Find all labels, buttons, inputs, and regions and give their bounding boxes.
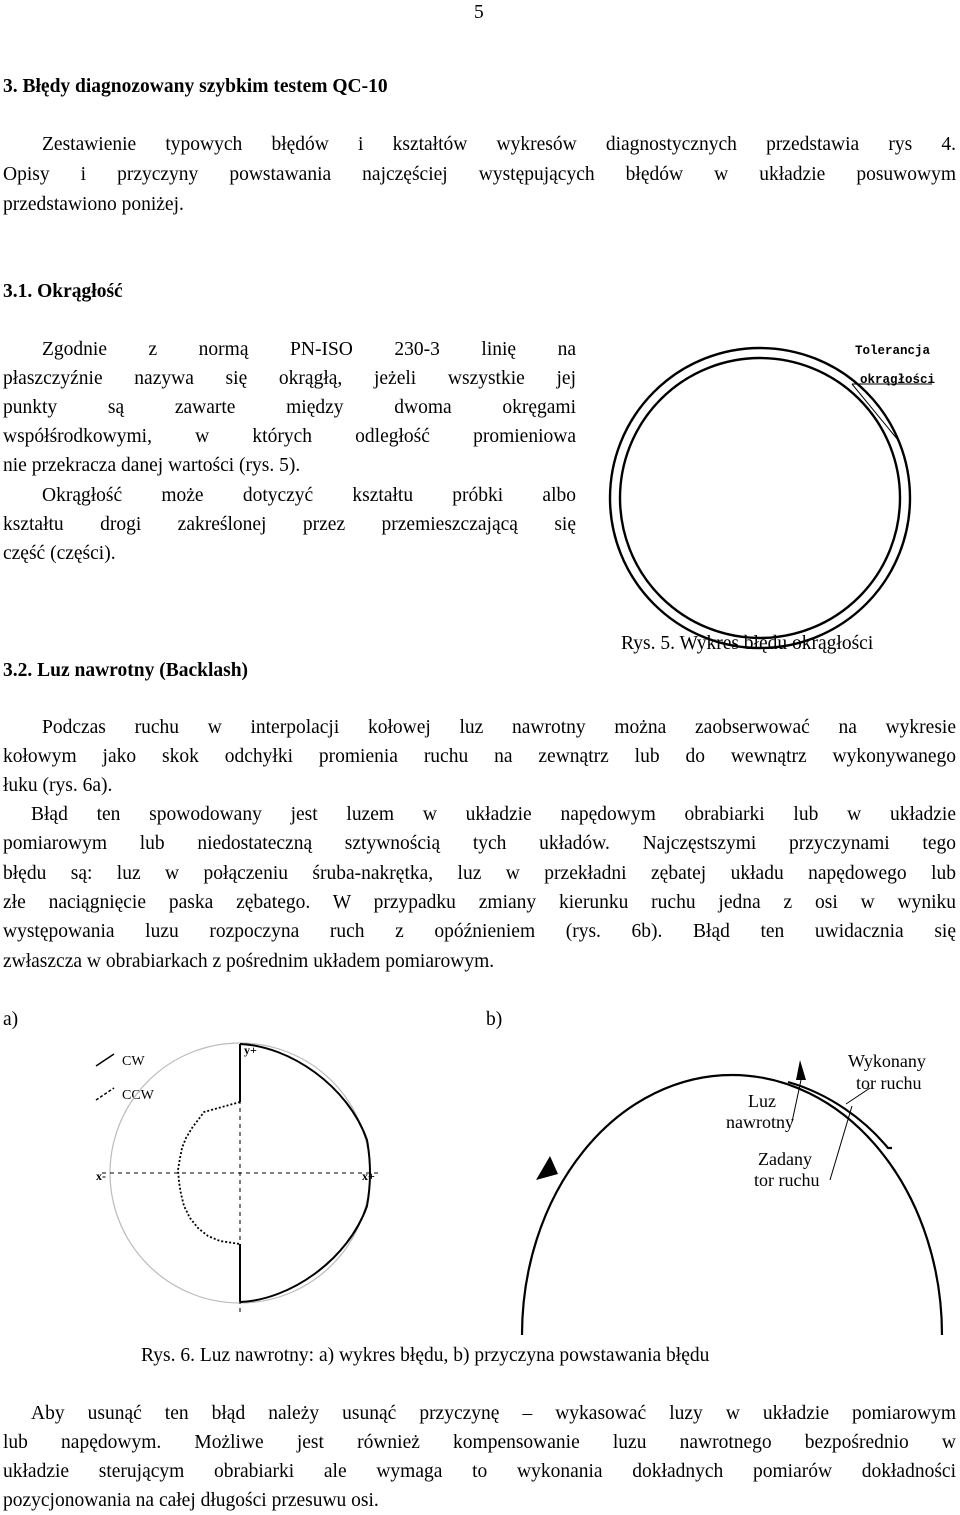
- nominal-path-leader: [830, 1106, 852, 1180]
- figure-5-caption: Rys. 5. Wykres błędu okrągłości: [621, 633, 874, 654]
- nominal-path-label-2: tor ruchu: [754, 1170, 820, 1190]
- section-3-2-line-4: Błąd ten spowodowany jest luzem w układzie napędowym obrabiarki lub w układzie: [31, 805, 956, 825]
- backlash-label-1: Luz: [748, 1091, 776, 1111]
- backlash-error-plot: [80, 1030, 480, 1340]
- section-3-1-line-3: punkty są zawarte między dwoma okręgami: [3, 398, 576, 418]
- section-3-2-line-8: występowania luzu rozpoczyna ruch z opóźnieniem (rys. 6b). Błąd ten uwidacznia się: [3, 922, 956, 942]
- executed-path-label-2: tor ruchu: [856, 1073, 922, 1093]
- section-3-2-line-7: złe naciągnięcie paska zębatego. W przypadku zmiany kierunku ruchu jedna z osi w wyniku: [3, 893, 956, 913]
- legend-ccw-marker: [96, 1088, 114, 1100]
- section-3-2-line-1: Podczas ruchu w interpolacji kołowej luz nawrotny można zaobserwować na wykresie: [42, 718, 956, 738]
- section-3-1-line-1: Zgodnie z normą PN-ISO 230-3 linię na: [42, 340, 576, 360]
- section-3-2-line-2: kołowym jako skok odchyłki promienia ruchu na zewnątrz lub do wewnątrz wykonywanego: [3, 747, 956, 767]
- section-3-intro-line-1: Zestawienie typowych błędów i kształtów wykresów diagnostycznych przedstawia rys 4.: [42, 135, 956, 155]
- axis-x-plus-label: x+: [362, 1169, 375, 1183]
- section-3-intro-line-3: przedstawiono poniżej.: [3, 194, 184, 215]
- section-3-1-line-4: współśrodkowymi, w których odległość promieniowa: [3, 427, 576, 447]
- executed-path-label-1: Wykonany: [848, 1051, 926, 1071]
- page-number: 5: [474, 2, 484, 23]
- legend-cw-label: CW: [122, 1054, 145, 1069]
- closing-line-3: układzie sterującym obrabiarki ale wymaga to wykonania dokładnych pomiarów dokładności: [3, 1462, 956, 1482]
- section-3-2-line-3: łuku (rys. 6a).: [3, 775, 113, 796]
- legend-cw-marker: [96, 1054, 114, 1066]
- section-3-2-title: 3.2. Luz nawrotny (Backlash): [3, 660, 249, 681]
- section-3-1-line-6: Okrągłość może dotyczyć kształtu próbki albo: [42, 486, 576, 506]
- legend-ccw-label: CCW: [122, 1088, 154, 1103]
- section-3-1-line-7: kształtu drogi zakreślonej przez przemieszczającą się: [3, 515, 576, 535]
- backlash-cause-figure: [500, 1030, 960, 1340]
- backlash-arrow: [796, 1060, 806, 1080]
- section-3-intro-line-2: Opisy i przyczyny powstawania najczęściej występujących błędów w układzie posuwowym: [3, 165, 956, 185]
- figure-6-panel-a-label: a): [3, 1009, 19, 1030]
- backlash-label-2: nawrotny: [726, 1112, 794, 1132]
- axis-x-minus-label: x-: [96, 1169, 106, 1183]
- figure-6-panel-b-label: b): [486, 1009, 503, 1030]
- section-3-2-line-5: pomiarowym lub niedostateczną sztywnością tych układów. Najczęstszymi przyczynami tego: [3, 834, 956, 854]
- section-3-1-title: 3.1. Okrągłość: [3, 281, 123, 302]
- tolerance-leader-line: [852, 384, 898, 440]
- section-3-title: 3. Błędy diagnozowany szybkim testem QC-10: [3, 76, 388, 97]
- tolerance-label-line-1: Tolerancja: [855, 344, 931, 358]
- section-3-2-line-6: błędu są: luz w połączeniu śruba-nakrętka, luz w przekładni zębatej układu napędowego lub: [3, 864, 956, 884]
- outer-tolerance-circle: [610, 348, 910, 648]
- nominal-path-label-1: Zadany: [758, 1149, 812, 1169]
- section-3-1-line-8: część (części).: [3, 543, 116, 564]
- section-3-1-line-5: nie przekracza danej wartości (rys. 5).: [3, 455, 301, 476]
- section-3-1-line-2: płaszczyźnie nazywa się okrągłą, jeżeli wszystkie jej: [3, 369, 576, 389]
- figure-6-caption: Rys. 6. Luz nawrotny: a) wykres błędu, b) przyczyna powstawania błędu: [141, 1345, 710, 1366]
- closing-line-2: lub napędowym. Możliwe jest również kompensowanie luzu nawrotnego bezpośrednio w: [3, 1433, 956, 1453]
- closing-line-4: pozycjonowania na całej długości przesuwu osi.: [3, 1490, 379, 1511]
- axis-y-plus-label: y+: [244, 1043, 257, 1057]
- closing-line-1: Aby usunąć ten błąd należy usunąć przyczynę – wykasować luzy w układzie pomiarowym: [31, 1404, 956, 1424]
- section-3-2-line-9: zwłaszcza w obrabiarkach z pośrednim układem pomiarowym.: [3, 951, 495, 972]
- inner-tolerance-circle: [620, 358, 900, 638]
- tolerance-label-line-2: okrągłości: [860, 373, 936, 387]
- motion-direction-arrow: [536, 1156, 558, 1180]
